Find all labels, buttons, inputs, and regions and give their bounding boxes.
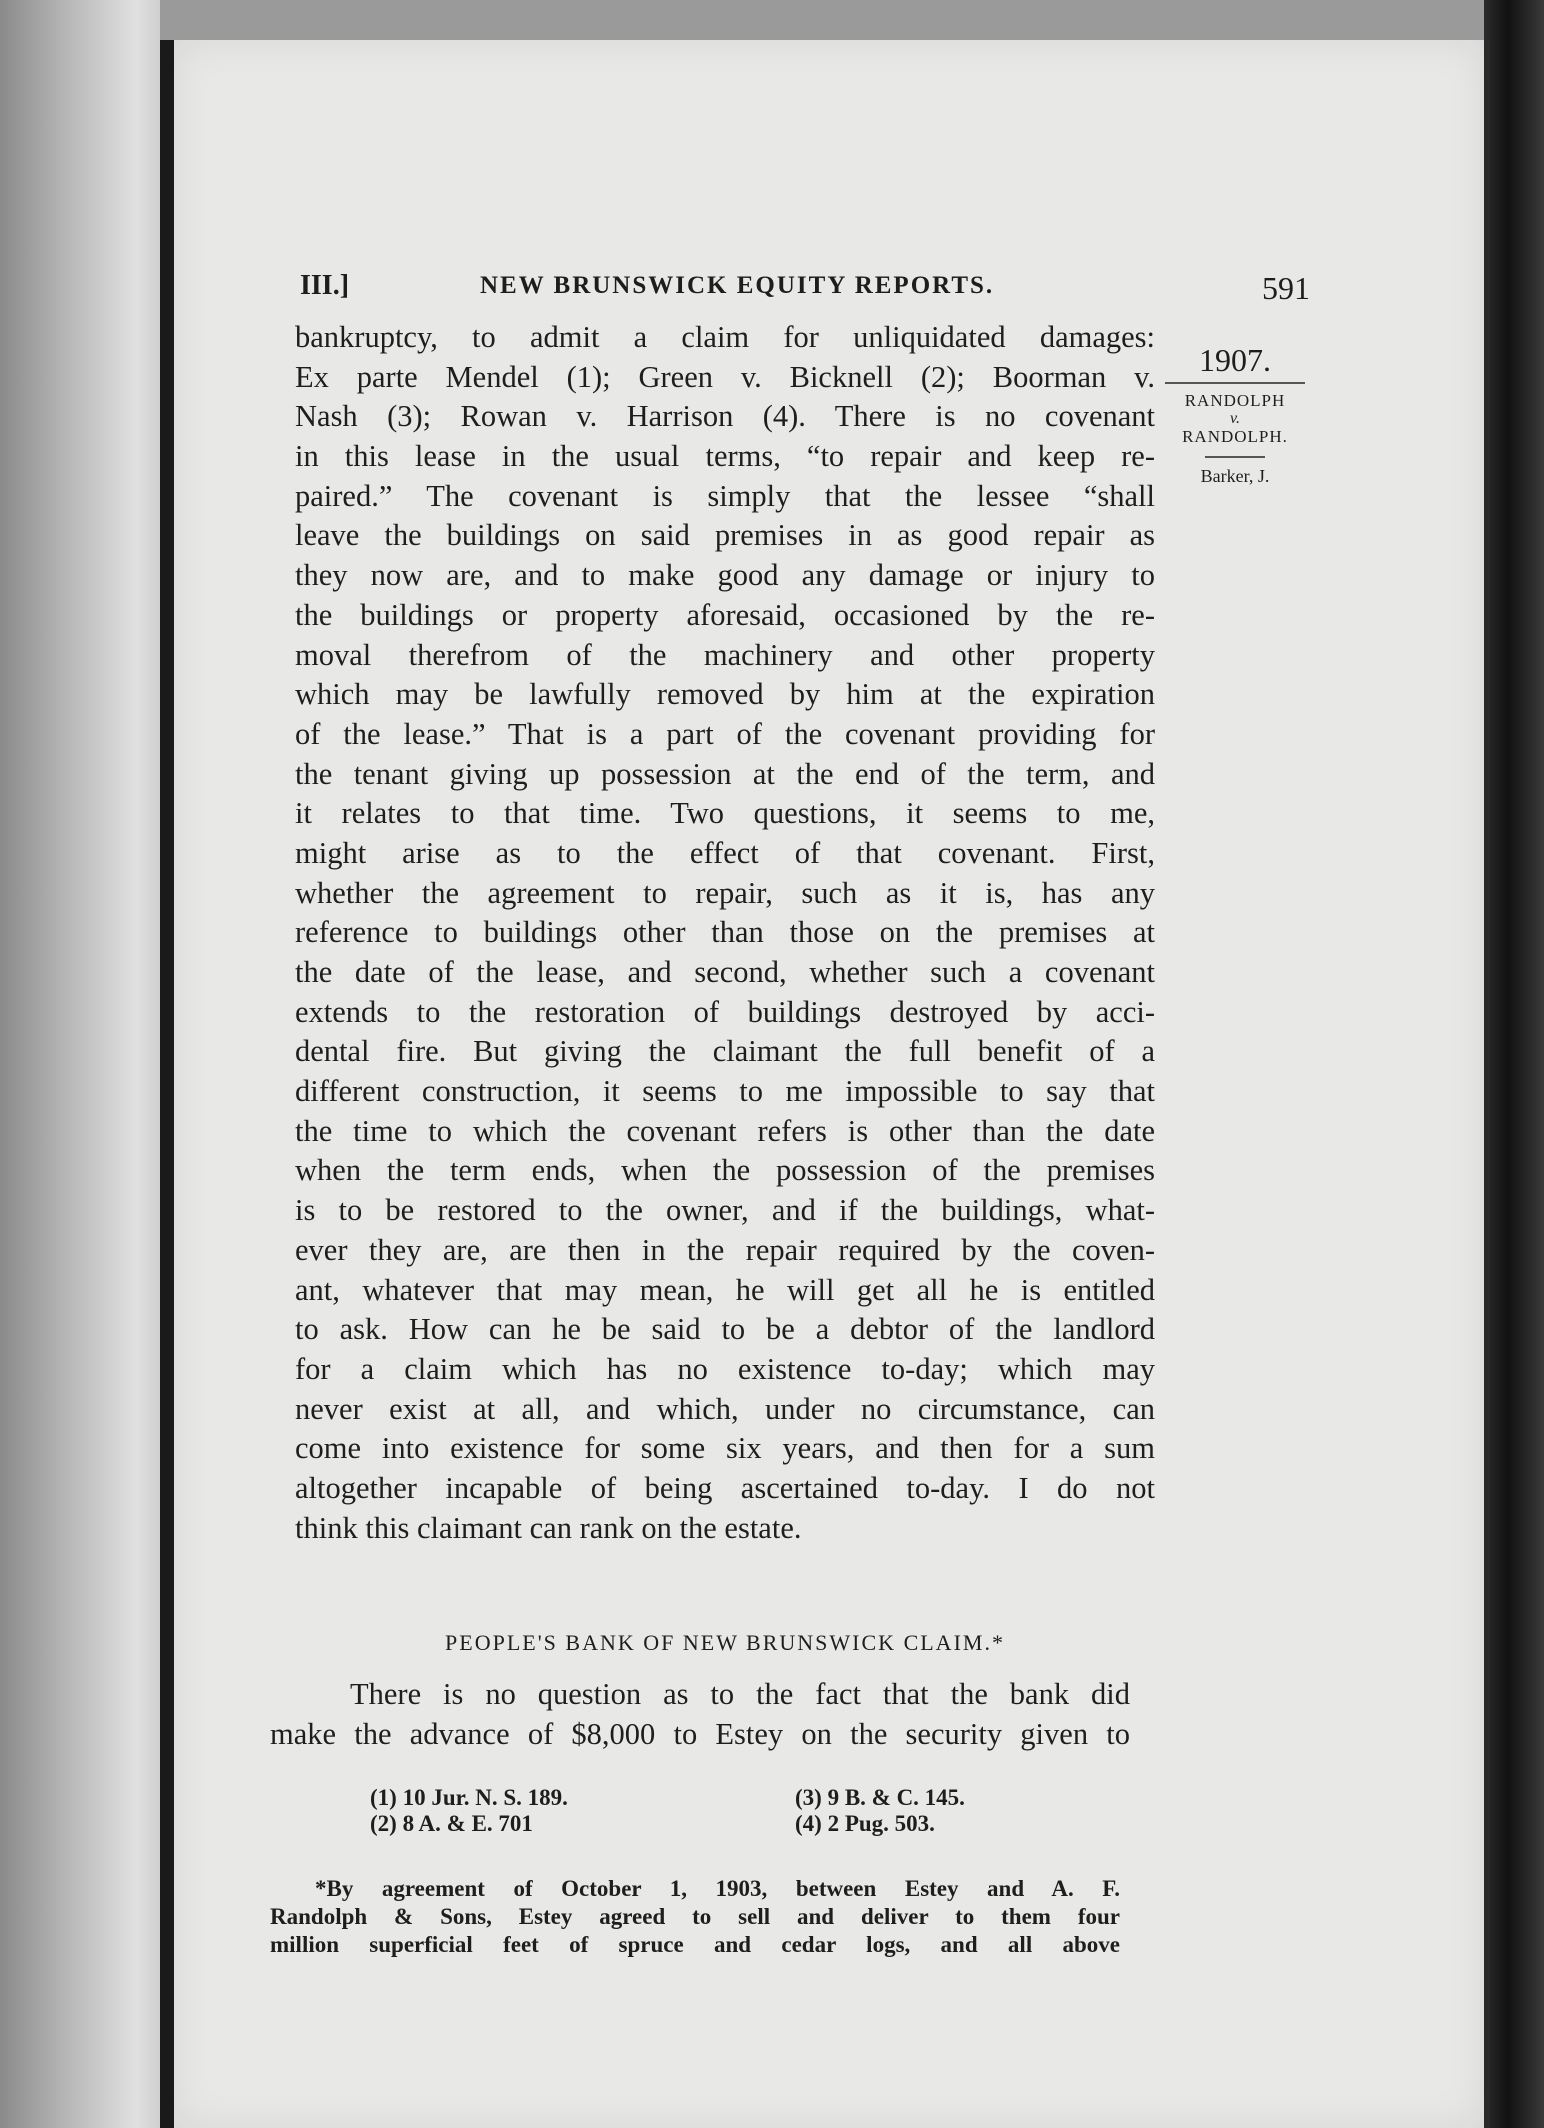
reference-item: (1) 10 Jur. N. S. 189.	[370, 1785, 568, 1810]
main-paragraph	[295, 318, 1155, 1548]
text-line: reference to buildings other than those on the premises at	[295, 915, 1155, 950]
footnote-line: million superficial feet of spruce and cedar logs, and all above	[270, 1932, 1120, 1957]
adjacent-page-edge	[0, 0, 160, 2128]
text-line: to ask. How can he be said to be a debtor of the landlord	[295, 1312, 1155, 1347]
text-line: ever they are, are then in the repair required by the coven-	[295, 1232, 1155, 1267]
text-line: leave the buildings on said premises in as good repair as	[295, 518, 1155, 553]
footnote-line: Randolph & Sons, Estey agreed to sell and deliver to them four	[270, 1904, 1120, 1929]
volume-number: III.]	[300, 270, 350, 301]
text-line: whether the agreement to repair, such as it is, has any	[295, 875, 1155, 910]
section-heading: PEOPLE'S BANK OF NEW BRUNSWICK CLAIM.*	[445, 1630, 1005, 1655]
text-line: come into existence for some six years, and then for a sum	[295, 1431, 1155, 1466]
text-line: paired.” The covenant is simply that the lessee “shall	[295, 478, 1155, 513]
reference-item: (4) 2 Pug. 503.	[795, 1811, 935, 1836]
references-left-column	[370, 1785, 568, 1837]
reports-title: NEW BRUNSWICK EQUITY REPORTS.	[480, 272, 995, 299]
reference-item: (2) 8 A. & E. 701	[370, 1811, 533, 1836]
text-line: for a claim which has no existence to-day; which may	[295, 1351, 1155, 1386]
text-line: There is no question as to the fact that the bank did	[350, 1677, 1130, 1711]
margin-note	[1165, 340, 1305, 488]
text-line: the date of the lease, and second, whether such a covenant	[295, 955, 1155, 989]
text-line: might arise as to the effect of that covenant. First,	[295, 835, 1155, 870]
text-line: the buildings or property aforesaid, occasioned by the re-	[295, 597, 1155, 632]
margin-rule-short	[1205, 456, 1265, 458]
reference-item: (3) 9 B. & C. 145.	[795, 1785, 965, 1810]
text-line: which may be lawfully removed by him at the expiration	[295, 677, 1155, 712]
case-references	[370, 1785, 1070, 1845]
text-line: bankruptcy, to admit a claim for unliquidated damages:	[295, 320, 1155, 354]
text-line: never exist at all, and which, under no circumstance, can	[295, 1391, 1155, 1426]
text-line: make the advance of $8,000 to Estey on the security given to	[270, 1716, 1130, 1751]
text-line: of the lease.” That is a part of the covenant providing for	[295, 716, 1155, 751]
footnote-line: *By agreement of October 1, 1903, between Estey and A. F.	[315, 1876, 1120, 1901]
text-line: when the term ends, when the possession of the premises	[295, 1153, 1155, 1188]
case-year: 1907.	[1199, 342, 1271, 378]
case-versus: v.	[1230, 410, 1240, 427]
text-line: ant, whatever that may mean, he will get all he is entitled	[295, 1272, 1155, 1307]
judge-name: Barker, J.	[1200, 466, 1270, 486]
text-line: dental fire. But giving the claimant the full benefit of a	[295, 1034, 1155, 1069]
text-line: different construction, it seems to me impossible to say that	[295, 1074, 1155, 1109]
text-line: is to be restored to the owner, and if the buildings, what-	[295, 1193, 1155, 1228]
running-head	[300, 270, 1310, 310]
case-party-bottom: RANDOLPH.	[1182, 427, 1288, 446]
page-number: 591	[1262, 270, 1310, 306]
text-line: moval therefrom of the machinery and other property	[295, 637, 1155, 672]
text-line: Ex parte Mendel (1); Green v. Bicknell (2); Boorman v.	[295, 359, 1155, 394]
text-line: the time to which the covenant refers is other than the date	[295, 1113, 1155, 1148]
text-line: in this lease in the usual terms, “to repair and keep re-	[295, 439, 1155, 474]
star-footnote	[270, 1875, 1120, 1959]
text-line: Nash (3); Rowan v. Harrison (4). There is no covenant	[295, 399, 1155, 434]
references-right-column	[795, 1785, 965, 1837]
book-spine-edge	[1484, 0, 1544, 2128]
text-line: extends to the restoration of buildings destroyed by acci-	[295, 994, 1155, 1029]
text-line: think this claimant can rank on the estate.	[295, 1510, 802, 1545]
text-line: they now are, and to make good any damage or injury to	[295, 558, 1155, 593]
text-line: the tenant giving up possession at the end of the term, and	[295, 756, 1155, 791]
margin-rule	[1165, 382, 1305, 384]
text-line: altogether incapable of being ascertained to-day. I do not	[295, 1470, 1155, 1505]
text-line: it relates to that time. Two questions, it seems to me,	[295, 796, 1155, 831]
section-paragraph	[270, 1675, 1130, 1754]
case-party-top: RANDOLPH	[1184, 391, 1286, 410]
